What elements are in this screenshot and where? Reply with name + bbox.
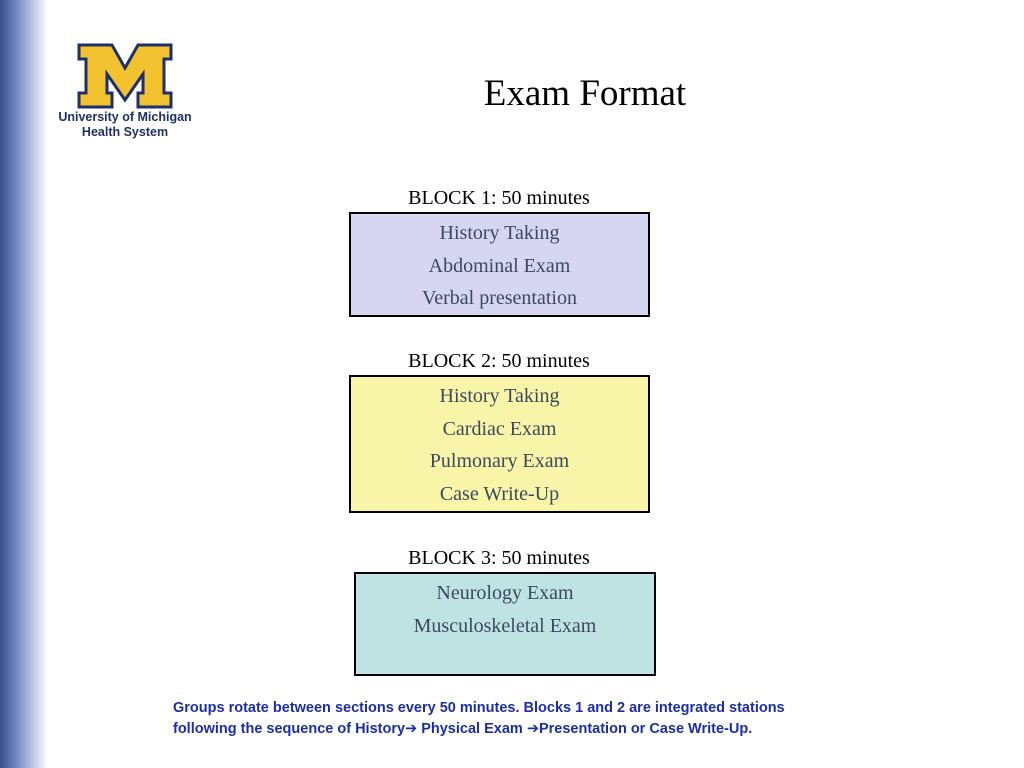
block-1-item: Abdominal Exam [428,254,571,277]
block-2-box [349,375,650,513]
logo-line-2: Health System [81,125,169,139]
block-3-box [354,572,656,676]
university-logo [50,40,200,148]
footer-text: Physical Exam [417,721,527,737]
block-3-label: BLOCK 3: 50 minutes [408,547,590,569]
block-3-item: Musculoskeletal Exam [413,614,597,637]
block-2-item: Case Write-Up [439,483,560,506]
block-2-label: BLOCK 2: 50 minutes [408,350,590,372]
slide-title: Exam Format [483,73,687,114]
block-1-item: Verbal presentation [422,287,577,310]
right-arrow-icon: ➔ [526,721,539,737]
block-1-item: History Taking [439,222,560,244]
block-3-item: Neurology Exam [436,582,574,604]
footer-note [173,698,973,740]
footer-line-2 [173,719,973,740]
block-1-label: BLOCK 1: 50 minutes [408,187,590,209]
side-gradient-band [0,0,48,768]
block-2-item: History Taking [439,385,560,407]
logo-line-1: University of Michigan [58,110,192,124]
footer-text: Presentation or Case Write-Up. [538,721,753,737]
footer-line-1: Groups rotate between sections every 50 minutes. Blocks 1 and 2 are integrated stations [173,700,785,716]
right-arrow-icon: ➔ [405,721,418,737]
footer-text: following the sequence of History [173,721,406,737]
block-2-item: Cardiac Exam [442,417,557,440]
block-m-icon [76,42,174,110]
block-2-item: Pulmonary Exam [429,450,570,473]
block-1-box [349,212,650,317]
